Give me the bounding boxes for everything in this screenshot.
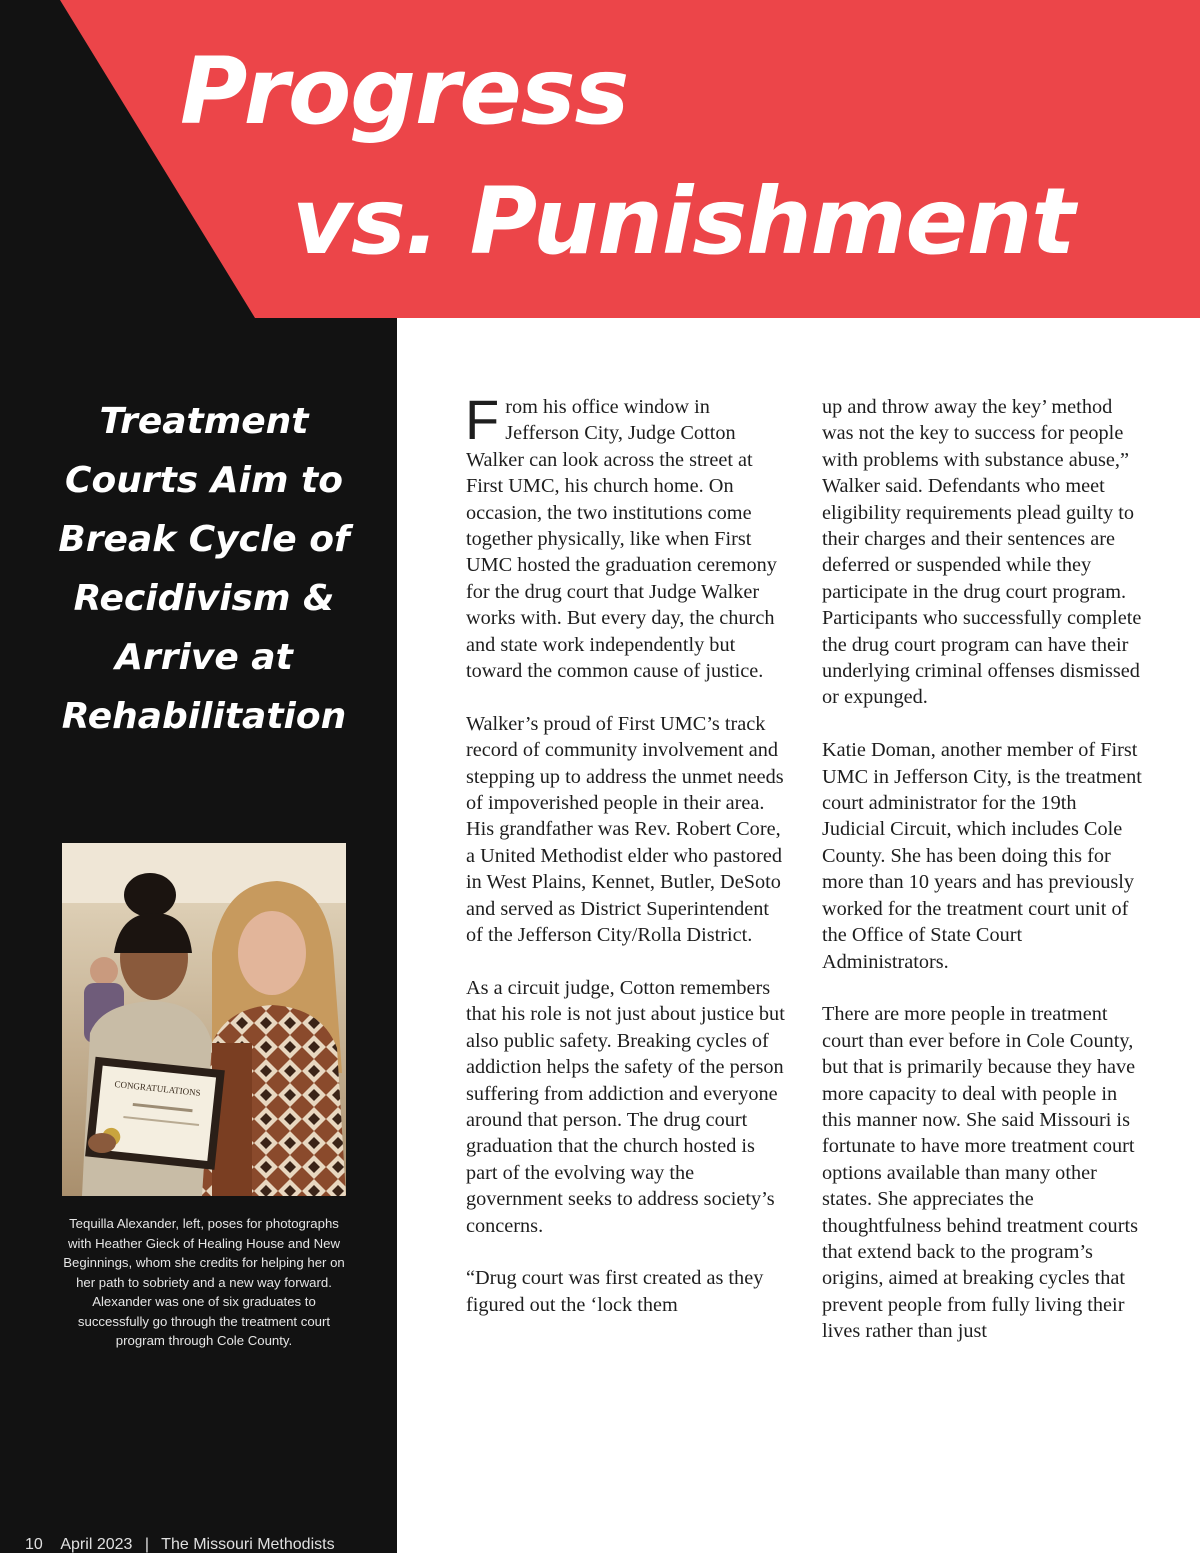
drop-cap: F <box>465 388 500 451</box>
certificate-text: CONGRATULATIONS <box>114 1078 202 1098</box>
issue-date: April 2023 <box>60 1536 133 1553</box>
photo-caption: Tequilla Alexander, left, poses for photographs with Heather Gieck of Healing House and New Beginnings, whom she credits for helping her on her path to sobriety and a new way forward. Alexander was one of six graduates to successfully go through the treatment court program through Cole County. <box>63 1216 345 1348</box>
page-footer <box>25 1535 349 1555</box>
article-paragraph: Walker’s proud of First UMC’s track record of community involvement and stepping up to address the unmet needs of impoverished people in their area. His grandfather was Rev. Robert Core, a United Methodist elder who pastored in West Plains, Kennet, Butler, DeSoto and served as District Superintendent of the Jefferson City/Rolla District. <box>466 712 784 947</box>
article-paragraph: As a circuit judge, Cotton remembers that his role is not just about justice but also public safety. Breaking cycles of addiction helps the safety of the person suffering from addiction and everyone around that person. The drug court graduation that the church hosted is part of the evolving way the government seeks to address society’s concerns. <box>466 976 785 1237</box>
article-column-1 <box>465 388 786 1345</box>
article-paragraph: “Drug court was first created as they figured out the ‘lock them <box>466 1267 764 1316</box>
footer-separator: | <box>144 1536 150 1553</box>
article-paragraph: From his office window in Jefferson City, Judge Cotton Walker can look across the street at First UMC, his church home. On occasion, the two institutions come together physically, like when First UMC hosted the graduation ceremony for the drug court that Judge Walker works with. But every day, the church and state work independently but toward the common cause of justice. <box>465 388 777 683</box>
page-title-line-2: vs. Punishment <box>292 168 1075 275</box>
photo-image <box>62 843 346 1196</box>
article-paragraph: Katie Doman, another member of First UMC in Jefferson City, is the treatment court administrator for the 19th Judicial Circuit, which includes Cole County. She has been doing this for more than 10 years and has previously worked for the treatment court unit of the Office of State Court Administrators. <box>822 739 1142 973</box>
page-title-line-1: Progress <box>180 38 629 145</box>
article-column-2 <box>822 394 1142 1371</box>
page-number: 10 <box>25 1536 43 1553</box>
subheadline: Treatment Courts Aim to Break Cycle of Recidivism & Arrive at Rehabilitation <box>58 401 350 737</box>
publication-name: The Missouri Methodists <box>161 1536 335 1553</box>
article-paragraph: There are more people in treatment court than ever before in Cole County, but that is primarily because they have more capacity to deal with people in this manner now. She said Missouri is fortunate to have more treatment court options available than many other states. She appreciates the thoughtfulness behind treatment courts that extend back to the program’s origins, aimed at breaking cycles that prevent people from fully living their lives rather than just <box>822 1003 1138 1343</box>
article-paragraph: up and throw away the key’ method was not the key to success for people with problems with substance abuse,” Walker said. Defendants who meet eligibility requirements plead guilty to their charges and their sentences are deferred or suspended while they participate in the drug court program. Participants who successfully complete the drug court program can have their underlying criminal offenses dismissed or expunged. <box>822 396 1142 709</box>
title-banner <box>0 0 1200 318</box>
